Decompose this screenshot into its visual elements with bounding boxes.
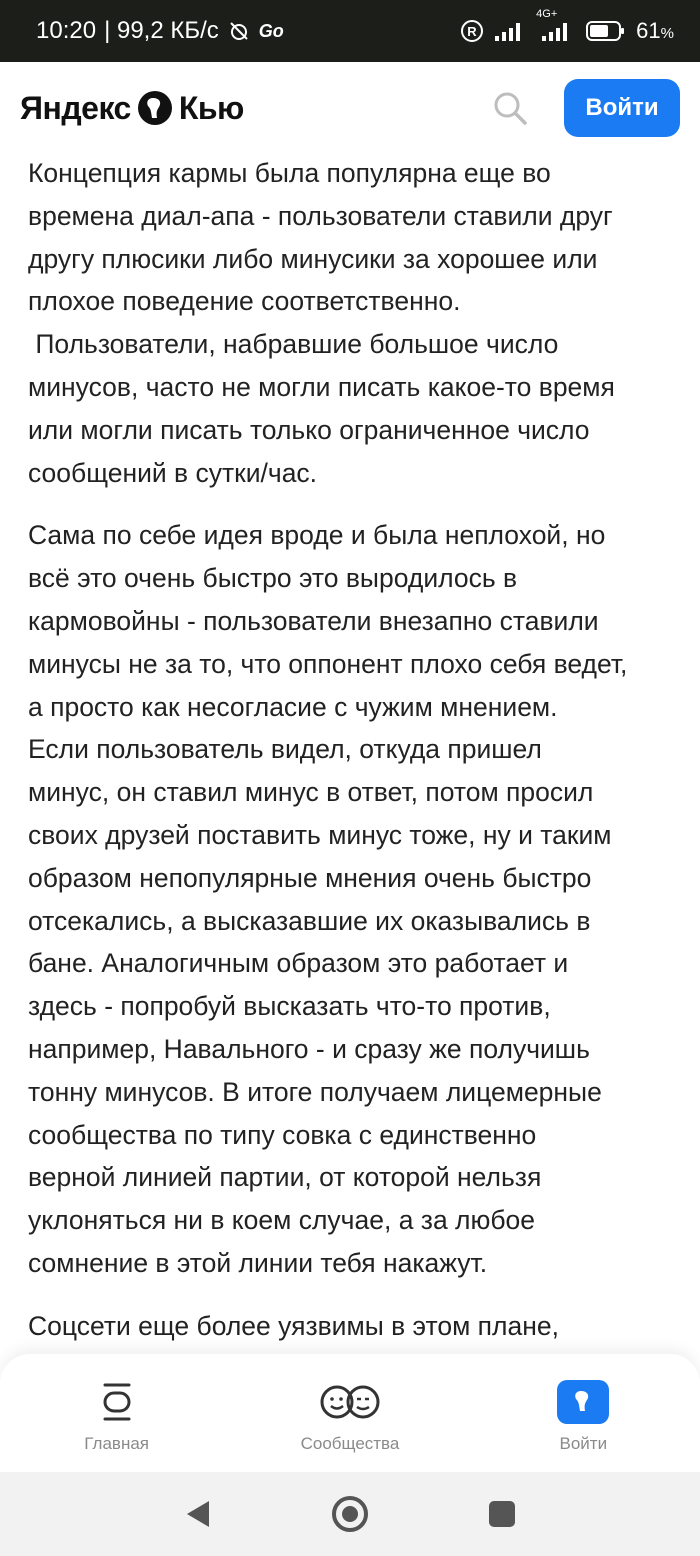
article-paragraph <box>28 1305 678 1348</box>
bottom-nav <box>0 1354 700 1472</box>
status-bar <box>0 0 700 62</box>
status-right <box>460 8 674 44</box>
communities-icon <box>319 1378 381 1426</box>
status-speed: | 99,2 КБ/с <box>104 17 219 44</box>
article-line: тонну минусов. В итоге получаем лицемерные <box>28 1076 602 1107</box>
article-line: а просто как несогласие с чужим мнением. <box>28 691 558 722</box>
article-line: сообщества по типу совка с единственно <box>28 1119 537 1150</box>
nav-label-communities: Сообщества <box>300 1434 400 1453</box>
header-actions <box>490 79 680 137</box>
article-line: всё это очень быстро это выродилось в <box>28 563 518 594</box>
registered-icon <box>460 19 484 43</box>
status-time: 10:20 <box>36 17 97 44</box>
battery-percent: 61% <box>636 18 674 43</box>
article-paragraph <box>28 514 678 1284</box>
network-type-label: 4G+ <box>536 8 558 20</box>
yandex-q-logo[interactable] <box>20 90 244 127</box>
recents-square-icon[interactable] <box>480 1492 524 1536</box>
article-line: Сама по себе идея вроде и была неплохой, но <box>28 520 606 551</box>
nav-label-login: Войти <box>559 1434 608 1453</box>
article-line: сомнение в этой линии тебя накажут. <box>28 1247 488 1278</box>
battery-icon <box>586 20 626 42</box>
search-icon[interactable] <box>490 88 530 128</box>
logo-mark-icon <box>137 90 173 126</box>
article-line: плохое поведение соответственно. <box>28 286 461 317</box>
app-notification-icon: Go <box>258 20 284 41</box>
nav-item-login[interactable] <box>483 1378 683 1454</box>
article-line: Если пользователь видел, откуда пришел <box>28 734 542 765</box>
back-icon[interactable] <box>176 1492 220 1536</box>
article-line: например, Навального - и сразу же получишь <box>28 1033 590 1064</box>
logo-text-q: Кью <box>178 89 244 126</box>
system-nav <box>0 1472 700 1556</box>
login-icon <box>557 1380 609 1424</box>
nav-label-home: Главная <box>84 1434 150 1453</box>
article-line: здесь - попробуй высказать что-то против, <box>28 991 551 1022</box>
article-body <box>28 152 678 1352</box>
alarm-off-icon <box>227 19 251 43</box>
article-line: минус, он ставил минус в ответ, потом просил <box>28 777 594 808</box>
article-line: Соцсети еще более уязвимы в этом плане, <box>28 1310 559 1341</box>
home-circle-icon[interactable] <box>328 1492 372 1536</box>
article-line: минусы не за то, что оппонент плохо себя ведет, <box>28 648 628 679</box>
article-line: или могли писать только ограниченное число <box>28 414 590 445</box>
app-header <box>0 62 700 154</box>
svg-text:R: R <box>467 24 477 39</box>
nav-item-home[interactable] <box>17 1378 217 1454</box>
article-line: верной линией партии, от которой нельзя <box>28 1162 542 1193</box>
article-paragraph <box>28 152 678 494</box>
article-line: другу плюсики либо минусики за хорошее или <box>28 243 598 274</box>
login-button[interactable]: Войти <box>564 79 680 137</box>
nav-item-communities[interactable] <box>250 1378 450 1454</box>
logo-text-yandex: Яндекс <box>20 89 131 126</box>
signal-icon <box>494 20 526 42</box>
status-left <box>36 17 284 45</box>
article-line: времена диал-апа - пользователи ставили друг <box>28 200 613 231</box>
article-line: сообщений в сутки/час. <box>28 457 318 488</box>
article-line: уклоняться ни в коем случае, а за любое <box>28 1205 536 1236</box>
article-line: Концепция кармы была популярна еще во <box>28 158 551 188</box>
home-icon <box>100 1378 134 1426</box>
article-line: минусов, часто не могли писать какое-то время <box>28 371 615 402</box>
article-line: бане. Аналогичным образом это работает и <box>28 948 569 979</box>
article-line: образом непопулярные мнения очень быстро <box>28 862 592 893</box>
article-line: отсекались, а высказавшие их оказывались в <box>28 905 591 936</box>
article-line: своих друзей поставить минус тоже, ну и таким <box>28 819 612 850</box>
signal-4g-icon <box>536 8 576 42</box>
article-line: кармовойны - пользователи внезапно ставили <box>28 605 599 636</box>
article-line: Пользователи, набравшие большое число <box>28 329 559 360</box>
